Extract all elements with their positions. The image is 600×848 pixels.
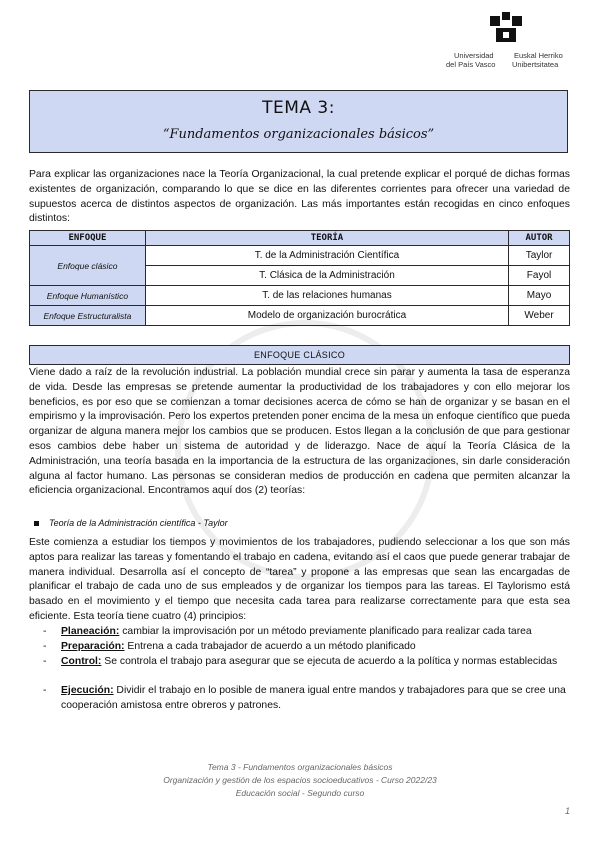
list-item: [43, 684, 570, 714]
list-item: [43, 655, 570, 670]
square-bullet-icon: [34, 521, 39, 526]
intro-paragraph: Para explicar las organizaciones nace la Teoría Organizacional, la cual pretende explicar el porqué de dichas formas existentes de organización, comparando lo que se dice en las diferentes corrientes para ofrecer una variedad de supuestos acerca de distintos aspectos de organización. Las más importantes están recogidas en cinco enfoques distintos:: [29, 169, 570, 225]
autor-cell: Weber: [509, 306, 570, 326]
logo-text-3: Euskal Herriko: [514, 51, 563, 60]
bullet-heading-text: Teoría de la Administración científica - Taylor: [49, 518, 228, 528]
header-teoria: TEORÍA: [145, 231, 508, 246]
logo-text-1: Universidad: [454, 51, 494, 60]
upv-ehu-logo-icon: [486, 12, 526, 46]
dash-bullet: -: [43, 656, 47, 667]
principle-term: Ejecución:: [61, 685, 114, 696]
table-row: [30, 246, 570, 266]
table-row: [30, 286, 570, 306]
principle-term: Planeación:: [61, 626, 120, 637]
principle-term: Preparación:: [61, 641, 125, 652]
list-item: [43, 625, 570, 640]
enfoque-cell: Enfoque Estructuralista: [30, 306, 146, 326]
taylor-paragraph: Este comienza a estudiar los tiempos y movimientos de los trabajadores, pudiendo seleccionar a los que son más aptos para realizar las tareas y fomentando el trabajo en cadena, evitando así el caos que puede generar trabajar de manera individual. Desarrolla así el concepto de “tarea” y propone a las empresas que sean las encargadas de planificar el trabajo de cada uno de sus empleados y de organizar los tiempos para las tareas. El Taylorismo está basado en el movimiento y el tiempo que necesita cada tarea para realizarse correctamente para que esta sea eficiente. Esta teoría tiene cuatro (4) principios:: [29, 537, 570, 622]
autor-cell: Fayol: [509, 266, 570, 286]
principle-text: cambiar la improvisación por un método previamente planificado para realizar cada tarea: [119, 626, 532, 637]
table-header-row: [30, 231, 570, 246]
footer-line-1: Tema 3 - Fundamentos organizacionales básicos: [207, 762, 393, 772]
principle-text: Se controla el trabajo para asegurar que se ejecuta de acuerdo a la política y normas establecidas: [101, 656, 558, 667]
autor-cell: Taylor: [509, 246, 570, 266]
header-autor: AUTOR: [509, 231, 570, 246]
teoria-cell: T. de las relaciones humanas: [145, 286, 508, 306]
section-heading: ENFOQUE CLÁSICO: [29, 345, 570, 365]
autor-cell: Mayo: [509, 286, 570, 306]
enfoque-cell: Enfoque Humanístico: [30, 286, 146, 306]
principle-text: Dividir el trabajo en lo posible de manera igual entre mandos y trabajadores para que se cree una cooperación amistosa entre obreros y patrones.: [61, 685, 566, 711]
university-logo: [444, 12, 574, 74]
header-enfoque: ENFOQUE: [30, 231, 146, 246]
approaches-table: [29, 230, 570, 326]
footer-line-3: Educación social - Segundo curso: [235, 788, 365, 798]
teoria-cell: T. de la Administración Científica: [145, 246, 508, 266]
teoria-cell: Modelo de organización burocrática: [145, 306, 508, 326]
teoria-cell: T. Clásica de la Administración: [145, 266, 508, 286]
principle-text: Entrena a cada trabajador de acuerdo a un método planificado: [124, 641, 416, 652]
footer-line-2: Organización y gestión de los espacios socioeducativos - Curso 2022/23: [163, 775, 437, 785]
table-row: [30, 306, 570, 326]
title-line-2: “Fundamentos organizacionales básicos”: [162, 127, 435, 142]
principle-term: Control:: [61, 656, 102, 667]
bullet-heading: [34, 518, 228, 528]
page-number: 1: [564, 806, 570, 816]
dash-bullet: -: [43, 641, 47, 652]
logo-text-4: Unibertsitatea: [512, 60, 559, 69]
section-paragraph: Viene dado a raíz de la revolución industrial. La población mundial crece sin parar y aumenta la tasa de esperanza de vida. Desde las empresas se pretende aumentar la productividad de los trabajadores y con ello mejorar los beneficios, es por eso que se comienzan a tomar decisiones acerca de cómo se han de organizar y se basan en el empirismo y la improvisación. Pero los expertos pretenden poner encima de la mesa un enfoque científico que pueda organizar de alguna manera mejor los cambios que se producen. Estos llegan a la conclusión de que para gestionar esos cambios debe haber un sistema de autoridad y de liderazgo. Nace de aquí la Teoría Clásica de la Administración, una teoría basada en la importancia de la estructura de las organizaciones, sin darle consideración alguna al factor humano. Las personas se consideran medios de producción en cadena que permiten alcanzar la eficiencia organizacional. Encontramos aquí dos (2) teorías:: [29, 367, 570, 497]
logo-text-2: del País Vasco: [446, 60, 496, 69]
dash-bullet: -: [43, 626, 47, 637]
title-line-1: TEMA 3:: [262, 98, 335, 118]
dash-bullet: -: [43, 685, 47, 696]
enfoque-cell: Enfoque clásico: [30, 246, 146, 286]
list-item: [43, 640, 570, 655]
title-box: [29, 90, 568, 153]
